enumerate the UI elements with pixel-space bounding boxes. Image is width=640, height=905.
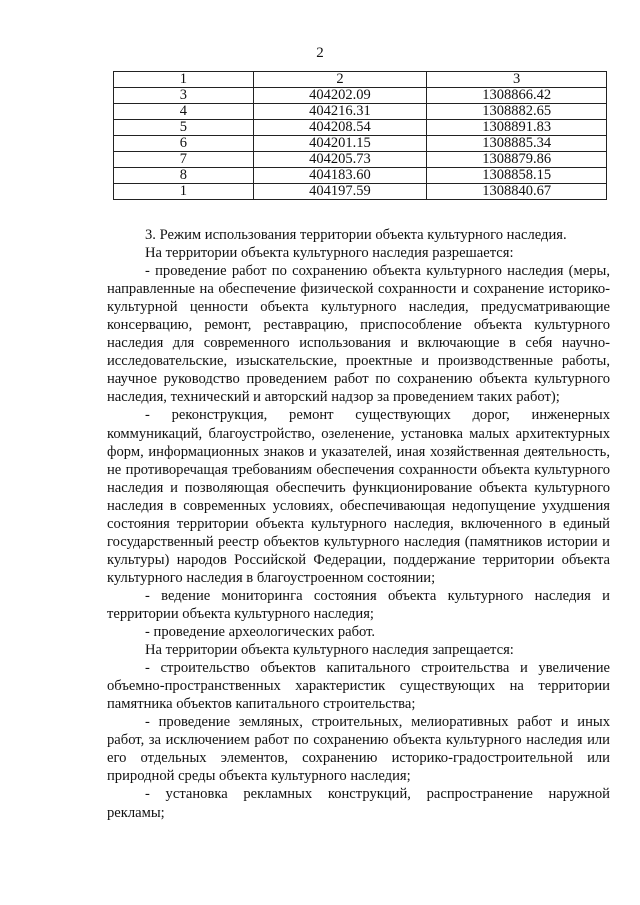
table-row — [114, 184, 607, 200]
list-item: - строительство объектов капитального строительства и увеличение объемно-пространственных характеристик существующих на территории памятника объектов капитального строительства; — [107, 660, 610, 713]
y-coordinate-cell: 1308840.67 — [427, 184, 607, 200]
table-header-cell: 2 — [253, 72, 427, 88]
point-number-cell: 6 — [114, 136, 254, 152]
y-coordinate-cell: 1308866.42 — [427, 88, 607, 104]
x-coordinate-cell: 404183.60 — [253, 168, 427, 184]
paragraph: На территории объекта культурного наследия разрешается: — [145, 245, 514, 262]
point-number-cell: 1 — [114, 184, 254, 200]
list-item: - реконструкция, ремонт существующих дорог, инженерных коммуникаций, благоустройство, озеленение, установка малых архитектурных форм, информационных знаков и указателей, иная хозяйственная деятельность, не противоречащая требованиям обеспечения сохранности объекта культурного наследия и позволяющая обеспечить функционирование объекта культурного наследия в современных условиях, обеспечивающая недопущение ухудшения состояния территории объекта культурного наследия, включенного в единый государственный реестр объектов культурного наследия (памятников истории и культуры) народов Российской Федерации, поддержание территории объекта культурного наследия в благоустроенном состоянии; — [107, 407, 610, 586]
x-coordinate-cell: 404201.15 — [253, 136, 427, 152]
list-item: - проведение работ по сохранению объекта культурного наследия (меры, направленные на обеспечение физической сохранности и сохранение историко-культурной ценности объекта культурного наследия, предусматривающие консервацию, ремонт, реставрацию, приспособление объекта культурного наследия для современного использования и включающие в себя научно-исследовательские, изыскательские, проектные и производственные работы, научное руководство проведением работ по сохранению объекта культурного наследия, технический и авторский надзор за проведением таких работ); — [107, 263, 610, 406]
y-coordinate-cell: 1308858.15 — [427, 168, 607, 184]
table-row — [114, 152, 607, 168]
table-row — [114, 104, 607, 120]
list-item: - ведение мониторинга состояния объекта культурного наследия и территории объекта культурного наследия; — [107, 587, 610, 622]
section-heading: 3. Режим использования территории объекта культурного наследия. — [145, 227, 567, 243]
point-number-cell: 3 — [114, 88, 254, 104]
table-row — [114, 120, 607, 136]
table-row — [114, 136, 607, 152]
x-coordinate-cell: 404208.54 — [253, 120, 427, 136]
list-item: - установка рекламных конструкций, распространение наружной рекламы; — [107, 786, 610, 821]
table-header-cell: 3 — [427, 72, 607, 88]
x-coordinate-cell: 404202.09 — [253, 88, 427, 104]
x-coordinate-cell: 404205.73 — [253, 152, 427, 168]
list-item: - проведение археологических работ. — [145, 624, 376, 641]
point-number-cell: 5 — [114, 120, 254, 136]
list-item: - проведение земляных, строительных, мелиоративных работ и иных работ, за исключением работ по сохранению объекта культурного наследия или его отдельных элементов, сохранению историко-градостроительной или природной среды объекта культурного наследия; — [107, 714, 610, 785]
table-row — [114, 88, 607, 104]
y-coordinate-cell: 1308879.86 — [427, 152, 607, 168]
paragraph: На территории объекта культурного наследия запрещается: — [145, 642, 514, 659]
page-number: 2 — [316, 45, 324, 61]
y-coordinate-cell: 1308891.83 — [427, 120, 607, 136]
x-coordinate-cell: 404216.31 — [253, 104, 427, 120]
point-number-cell: 4 — [114, 104, 254, 120]
y-coordinate-cell: 1308885.34 — [427, 136, 607, 152]
table-row — [114, 168, 607, 184]
table-header-row — [114, 72, 607, 88]
coordinates-table — [113, 71, 607, 200]
y-coordinate-cell: 1308882.65 — [427, 104, 607, 120]
point-number-cell: 8 — [114, 168, 254, 184]
document-body — [107, 226, 610, 822]
x-coordinate-cell: 404197.59 — [253, 184, 427, 200]
point-number-cell: 7 — [114, 152, 254, 168]
table-header-cell: 1 — [114, 72, 254, 88]
